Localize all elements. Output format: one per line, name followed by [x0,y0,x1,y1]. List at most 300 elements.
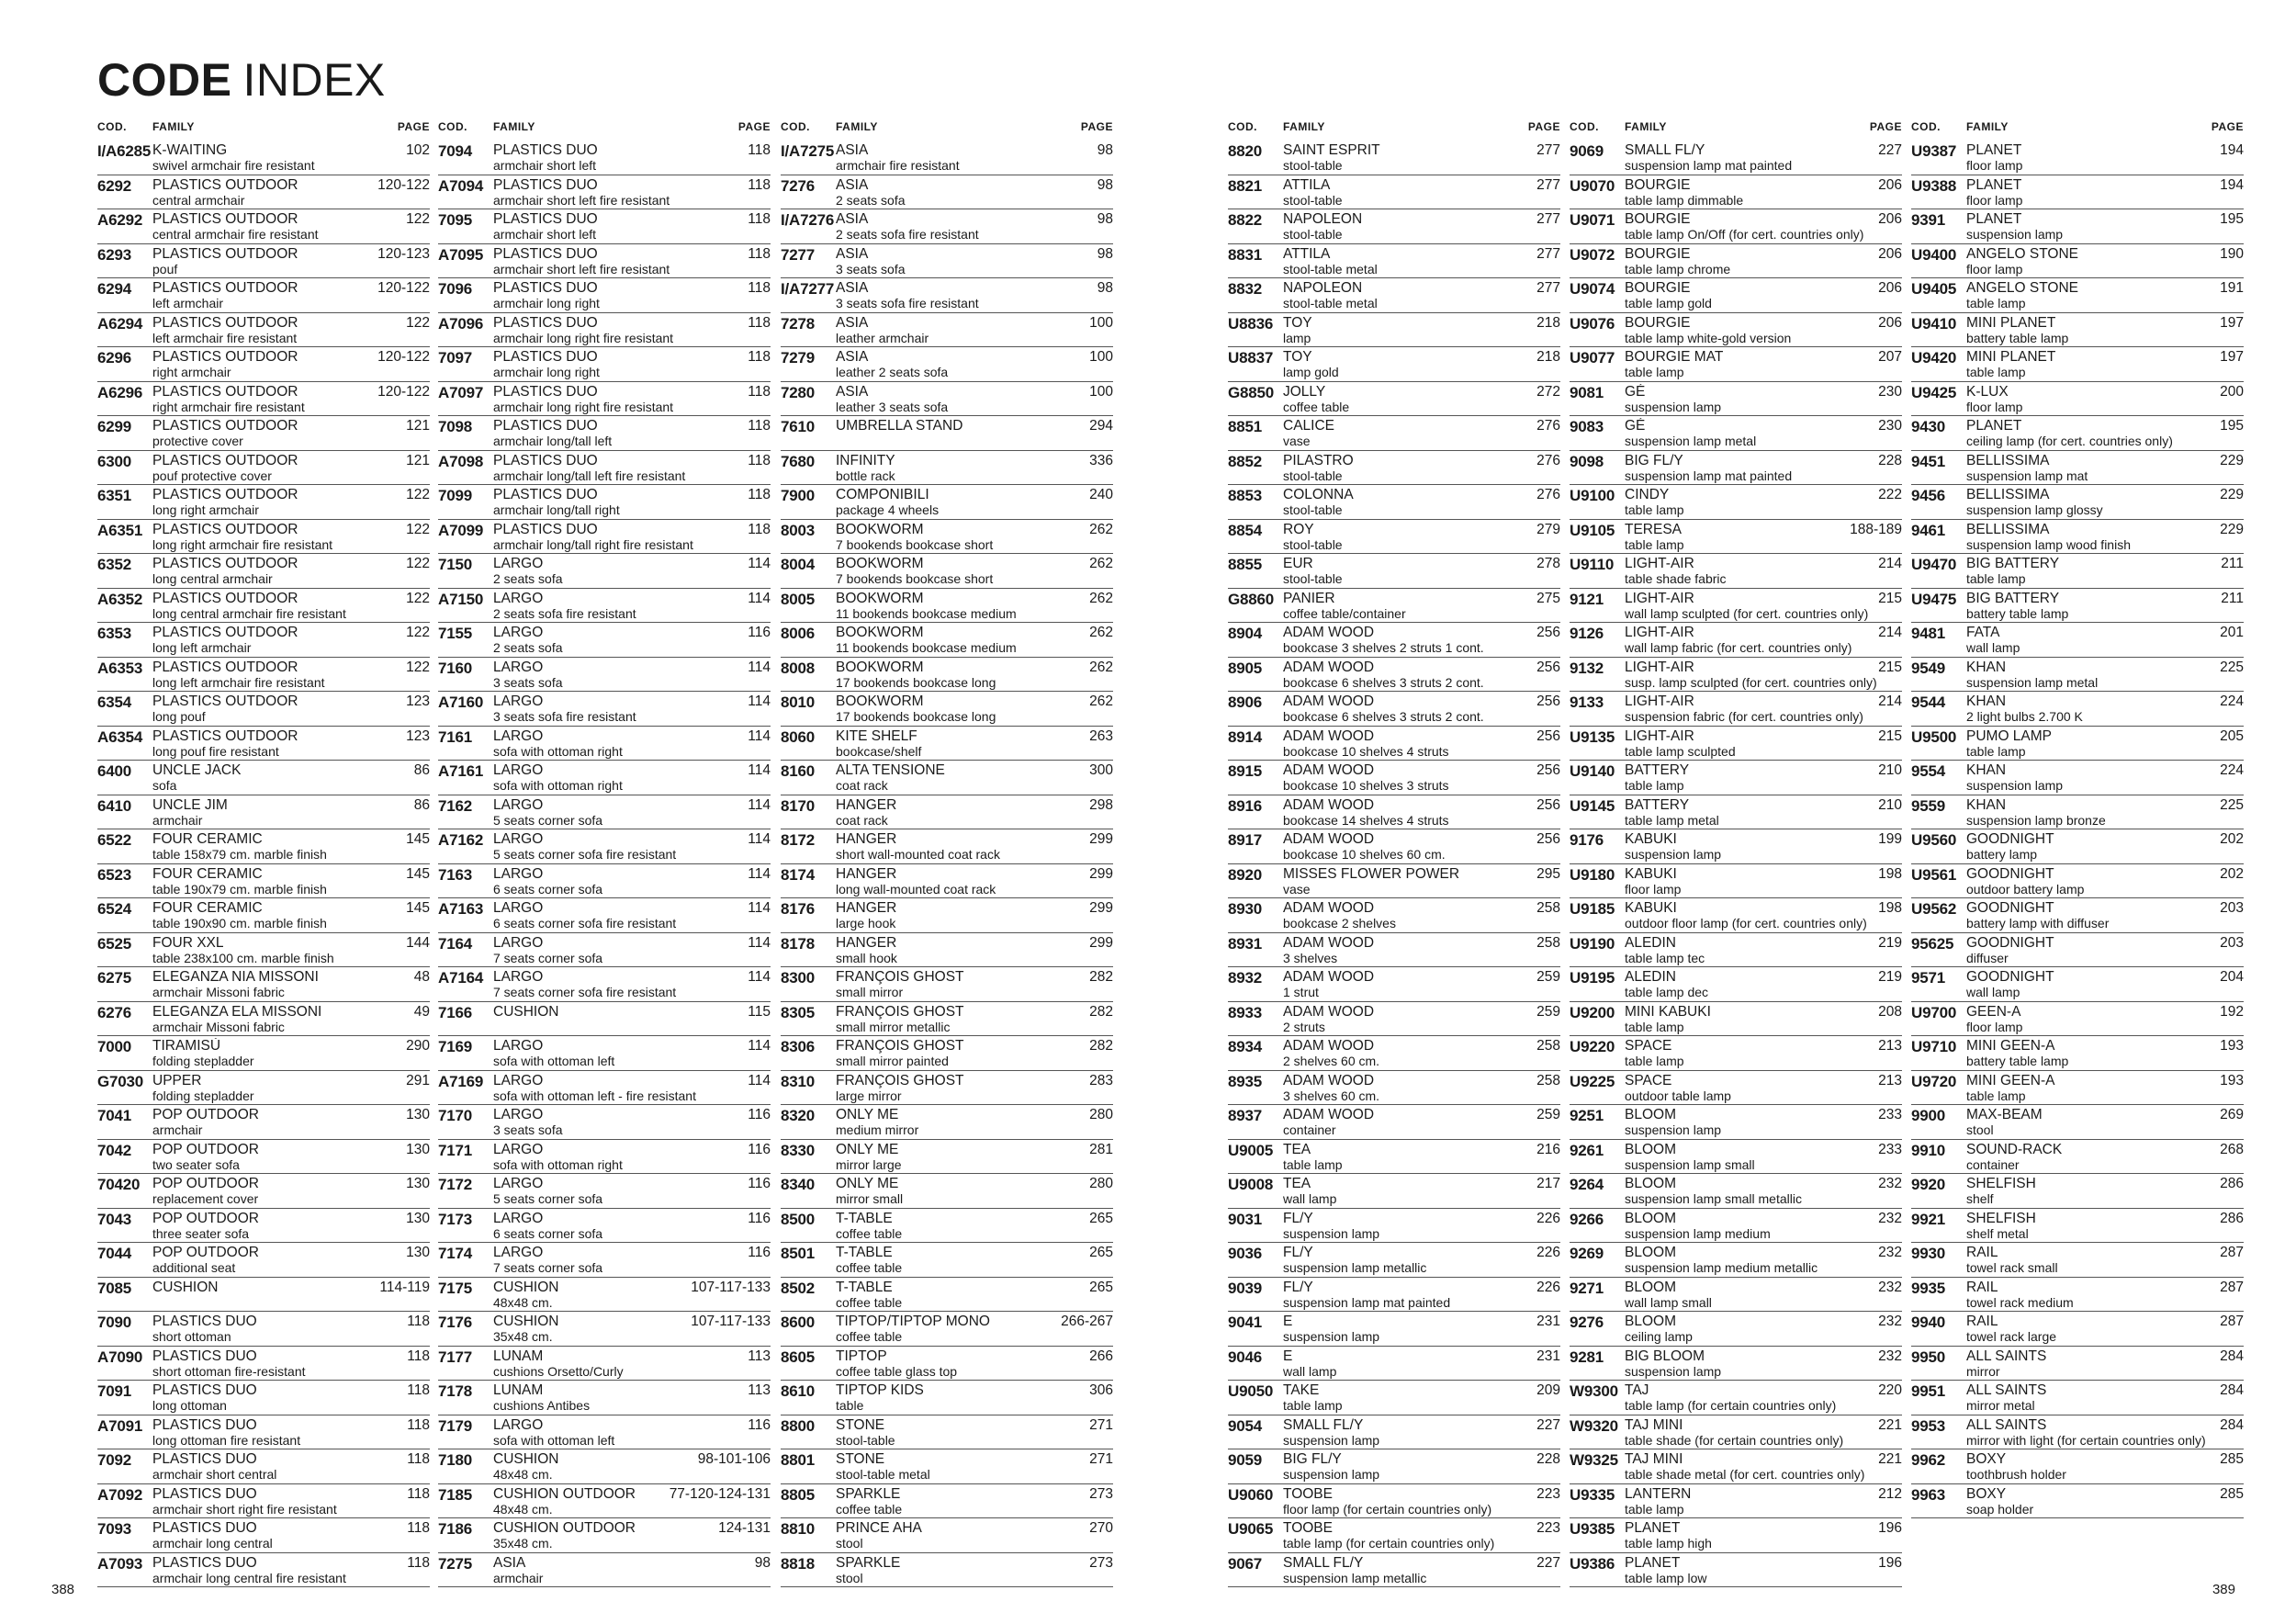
index-entry [781,623,1113,658]
entry-description: mirror with light (for certain countries only) [1966,1432,2206,1448]
entry-page: 118 [407,1451,430,1467]
entry-page: 213 [1878,1038,1902,1054]
entry-description: sofa with ottoman right [493,778,623,793]
entry-code: 7185 [438,1485,473,1504]
entry-description: table lamp [1625,1019,1684,1034]
entry-code: 8178 [781,934,816,953]
entry-family: MINI PLANET [1966,349,2056,365]
index-entry [781,1209,1113,1244]
entry-page: 114 [748,659,771,675]
entry-family: LUNAM [493,1382,544,1398]
entry-page: 98 [1097,245,1113,262]
entry-family: HANGER [836,900,897,916]
entry-family: PLANET [1625,1554,1681,1571]
entry-family: CALICE [1283,418,1334,434]
entry-page: 224 [2220,762,2244,778]
entry-page: 287 [2220,1314,2244,1329]
entry-family: LARGO [493,865,544,882]
index-entry [1570,1036,1902,1071]
entry-code: 7276 [781,176,816,195]
entry-code: 8820 [1228,142,1263,160]
index-entry [97,1278,430,1313]
entry-family: UPPER [152,1072,202,1088]
index-entry [1228,520,1560,555]
index-entry [1228,1347,1560,1382]
index-entry [1570,1071,1902,1106]
entry-code: 8810 [781,1520,816,1538]
entry-description: armchair long right [493,365,600,379]
entry-code: 7096 [438,280,473,298]
entry-page: 218 [1536,314,1560,331]
index-column-1 [97,120,430,1587]
entry-code: A7094 [438,176,484,195]
entry-description: coffee table [836,1329,903,1344]
entry-family: PLASTICS OUTDOOR [152,521,298,537]
entry-code: 8904 [1228,625,1263,642]
entry-family: GOODNIGHT [1966,934,2054,951]
entry-description: suspension lamp [1966,227,2064,242]
index-entry [781,485,1113,520]
entry-page: 206 [1878,211,1902,227]
entry-description: stool-table [1283,192,1343,208]
index-entry [1228,1278,1560,1313]
entry-code: 8060 [781,727,816,746]
entry-family: EUR [1283,556,1313,571]
entry-code: U9720 [1911,1072,1957,1090]
entry-description: shelf metal [1966,1225,2029,1241]
entry-code: 8801 [781,1451,816,1469]
index-entry [97,554,430,589]
entry-family: BOURGIE [1625,245,1691,262]
entry-description: wall lamp [1283,1363,1337,1379]
entry-page: 280 [1089,1176,1113,1191]
entry-description: table lamp (for certain countries only) [1283,1536,1495,1551]
entry-family: ADAM WOOD [1283,900,1375,916]
entry-family: ADAM WOOD [1283,796,1375,813]
index-entry [438,795,771,830]
index-entry [1228,933,1560,968]
entry-family: CUSHION [152,1279,219,1295]
index-entry [781,658,1113,693]
entry-description: stool-table [1283,571,1343,586]
entry-page: 256 [1536,659,1560,675]
index-entry [781,1243,1113,1278]
entry-family: BELLISSIMA [1966,452,2050,468]
entry-page: 214 [1878,556,1902,571]
index-entry [438,829,771,864]
entry-family: FOUR CERAMIC [152,831,263,847]
entry-page: 232 [1878,1245,1902,1260]
index-entry [1911,1071,2244,1106]
entry-description: towel rack medium [1966,1294,2074,1310]
entry-code: 7175 [438,1279,473,1297]
entry-code: A7095 [438,245,484,264]
entry-family: LARGO [493,590,544,606]
index-entry [1228,141,1560,175]
entry-description: table lamp [1966,571,2026,586]
entry-page: 114 [748,762,771,778]
entry-family: BOOKWORM [836,556,924,571]
entry-family: ALL SAINTS [1966,1348,2047,1364]
index-entry [1228,1174,1560,1209]
index-entry [1911,175,2244,210]
entry-description: 11 bookends bookcase medium [836,640,1017,655]
entry-family: POP OUTDOOR [152,1107,259,1122]
index-entry [1570,727,1902,761]
entry-page: 118 [748,521,771,537]
entry-description: suspension lamp glossy [1966,502,2103,517]
entry-page: 276 [1536,487,1560,502]
index-entry [438,1105,771,1140]
entry-page: 256 [1536,796,1560,813]
index-entry [1570,209,1902,244]
entry-description: table lamp chrome [1625,261,1731,276]
entry-description: table lamp dimmable [1625,192,1744,208]
entry-family: LARGO [493,969,544,985]
entry-description: long ottoman [152,1398,227,1413]
entry-code: 9544 [1911,694,1946,711]
index-entry [1228,1415,1560,1450]
entry-code: 6299 [97,418,132,435]
entry-family: PLASTICS DUO [152,1554,257,1571]
entry-code: U9335 [1570,1485,1615,1504]
entry-code: 7099 [438,487,473,504]
index-entry [1228,1140,1560,1175]
entry-family: PLASTICS DUO [152,1451,257,1467]
entry-code: U9180 [1570,865,1615,884]
entry-page: 115 [748,1003,771,1020]
index-entry [1228,278,1560,313]
index-entry [438,1036,771,1071]
entry-description: 7 bookends bookcase short [836,536,994,552]
entry-family: LARGO [493,900,544,916]
index-entry [97,589,430,624]
entry-code: 9251 [1570,1107,1604,1124]
index-entry [781,347,1113,382]
entry-family: LARGO [493,1416,544,1433]
entry-page: 118 [748,211,771,227]
entry-code: 9176 [1570,831,1604,849]
index-entry [97,416,430,451]
entry-code: 7155 [438,625,473,642]
entry-family: BIG FL/Y [1283,1451,1342,1467]
entry-family: ONLY ME [836,1141,899,1157]
entry-page: 130 [406,1176,430,1191]
entry-page: 285 [2220,1451,2244,1467]
index-entry [781,1312,1113,1347]
index-entry [438,1347,771,1382]
entry-page: 214 [1878,694,1902,709]
entry-code: U9076 [1570,314,1615,333]
entry-code: U9200 [1570,1003,1615,1021]
entry-code: 9900 [1911,1107,1946,1124]
entry-page: 211 [2221,556,2244,571]
entry-code: 6410 [97,796,132,815]
entry-family: ADAM WOOD [1283,727,1375,744]
entry-code: U9071 [1570,211,1615,229]
entry-page: 118 [407,1348,430,1364]
index-entry [781,1036,1113,1071]
entry-code: U9470 [1911,556,1957,573]
entry-description: bookcase 2 shelves [1283,916,1396,930]
entry-page: 217 [1536,1176,1560,1191]
entry-page: 208 [1878,1003,1902,1020]
entry-code: U9005 [1228,1141,1274,1159]
entry-description: suspension lamp wood finish [1966,536,2131,552]
entry-code: 8851 [1228,418,1263,435]
entry-family: T-TABLE [836,1245,893,1260]
entry-page: 98 [1097,280,1113,296]
entry-family: PLASTICS OUTDOOR [152,556,298,571]
entry-family: ASIA [836,349,869,365]
index-entry [1911,795,2244,830]
entry-description: battery table lamp [1966,1054,2069,1068]
entry-page: 130 [406,1210,430,1226]
entry-page: 300 [1089,762,1113,778]
entry-family: TERESA [1625,521,1683,537]
entry-description: stool-table [1283,536,1343,552]
entry-description: 2 seats sofa [493,571,563,586]
entry-page: 218 [1536,349,1560,365]
entry-code: G7030 [97,1072,144,1090]
entry-page: 225 [2220,659,2244,675]
entry-family: ADAM WOOD [1283,625,1375,640]
index-entry [1228,795,1560,830]
index-entry [1228,485,1560,520]
entry-family: PLASTICS DUO [493,280,598,296]
entry-code: U9560 [1911,831,1957,849]
entry-family: ASIA [836,280,869,296]
entry-page: 226 [1536,1210,1560,1226]
entry-family: SPACE [1625,1072,1672,1088]
entry-page: 107-117-133 [691,1279,771,1295]
index-entry [97,1105,430,1140]
index-entry [1570,761,1902,795]
entry-family: SPARKLE [836,1554,901,1571]
entry-description: suspension lamp [1283,1467,1380,1482]
entry-page: 120-122 [377,176,430,193]
entry-description: 11 bookends bookcase medium [836,605,1017,621]
index-column-5 [1570,120,1902,1587]
entry-code: 7094 [438,142,473,160]
entry-family: T-TABLE [836,1210,893,1226]
index-entry [438,1071,771,1106]
entry-description: armchair long central fire resistant [152,1570,346,1585]
entry-family: BLOOM [1625,1141,1676,1157]
entry-family: ASIA [836,383,869,400]
index-entry [97,933,430,968]
index-entry [1228,347,1560,382]
entry-code: U9135 [1570,727,1615,746]
index-entry [97,1518,430,1553]
entry-page: 114 [748,900,771,916]
entry-family: TAJ [1625,1382,1649,1398]
entry-family: ASIA [836,314,869,331]
entry-page: 286 [2220,1176,2244,1191]
entry-code: 8174 [781,865,816,884]
entry-description: short ottoman [152,1329,231,1344]
entry-description: suspension lamp metal [1966,674,2099,690]
entry-family: JOLLY [1283,383,1326,400]
entry-code: 8006 [781,625,816,642]
entry-description: container [1283,1122,1336,1137]
entry-page: 285 [2220,1485,2244,1502]
entry-description: battery table lamp [1966,330,2069,345]
entry-code: 9054 [1228,1416,1263,1435]
index-entry [1570,1278,1902,1313]
entry-page: 86 [413,762,430,778]
entry-family: BLOOM [1625,1176,1676,1191]
entry-description: 3 seats sofa [493,674,563,690]
entry-code: A7090 [97,1348,143,1366]
entry-page: 113 [748,1348,771,1364]
entry-family: GOODNIGHT [1966,831,2054,847]
entry-family: MAX-BEAM [1966,1107,2043,1122]
entry-family: RAIL [1966,1279,1998,1295]
entry-page: 114 [748,865,771,882]
entry-code: U9077 [1570,349,1615,367]
entry-family: TIRAMISÙ [152,1038,221,1054]
index-entry [1570,382,1902,417]
entry-code: U8836 [1228,314,1274,333]
index-entry [1570,1415,1902,1450]
entry-description: armchair long/tall left fire resistant [493,468,686,483]
entry-description: small mirror painted [836,1054,949,1068]
index-entry [97,967,430,1002]
entry-page: 98 [1097,176,1113,193]
entry-description: ceiling lamp (for cert. countries only) [1966,434,2173,448]
index-entry [1570,554,1902,589]
entry-family: ONLY ME [836,1107,899,1122]
entry-code: 9031 [1228,1210,1263,1228]
entry-description: stool-table metal [1283,261,1378,276]
entry-code: 8915 [1228,762,1263,780]
entry-family: GÉ [1625,418,1646,434]
index-entry [438,898,771,933]
entry-code: A7097 [438,383,484,401]
entry-description: 2 seats sofa [493,640,563,655]
index-column-3 [781,120,1113,1587]
entry-page: 268 [2220,1141,2244,1157]
entry-description: stool-table [1283,468,1343,483]
entry-description: table lamp (for certain countries only) [1625,1398,1837,1413]
header-family: FAMILY [1625,120,1667,133]
entry-description: leather armchair [836,330,929,345]
entry-code: 8170 [781,796,816,815]
entry-code: U9195 [1570,969,1615,987]
entry-family: POP OUTDOOR [152,1210,259,1226]
entry-code: 9910 [1911,1141,1946,1159]
index-entry [97,1209,430,1244]
index-entry [1570,1209,1902,1244]
entry-code: 9059 [1228,1451,1263,1469]
index-entry [781,278,1113,313]
entry-page: 270 [1089,1520,1113,1536]
entry-code: 9935 [1911,1279,1946,1297]
entry-page: 223 [1536,1520,1560,1536]
entry-family: MINI GEEN-A [1966,1072,2055,1088]
index-entry [438,1243,771,1278]
header-family: FAMILY [1966,120,2009,133]
entry-code: U9710 [1911,1038,1957,1055]
entry-page: 216 [1536,1141,1560,1157]
index-entry [1911,520,2244,555]
entry-family: LANTERN [1625,1485,1692,1502]
entry-description: small mirror metallic [836,1019,951,1034]
index-entry [1911,313,2244,348]
entry-description: bookcase 10 shelves 60 cm. [1283,847,1446,862]
index-entry [438,1312,771,1347]
entry-page: 232 [1878,1279,1902,1295]
entry-page: 114 [748,694,771,709]
entry-family: FATA [1966,625,2000,640]
entry-page: 277 [1536,176,1560,193]
entry-description: armchair long/tall right fire resistant [493,536,693,552]
entry-code: 7180 [438,1451,473,1469]
entry-page: 284 [2220,1382,2244,1398]
entry-family: BLOOM [1625,1279,1676,1295]
entry-page: 114 [748,796,771,813]
index-entry [1911,1174,2244,1209]
entry-code: 7169 [438,1038,473,1055]
entry-page: 204 [2220,969,2244,985]
entry-family: RAIL [1966,1245,1998,1260]
entry-code: 9264 [1570,1176,1604,1193]
entry-code: 8935 [1228,1072,1263,1090]
entry-family: KABUKI [1625,831,1677,847]
index-entry [438,692,771,727]
entry-code: 9953 [1911,1416,1946,1435]
entry-code: 8932 [1228,969,1263,987]
entry-description: cushions Orsetto/Curly [493,1363,624,1379]
entry-page: 210 [1878,762,1902,778]
index-entry [438,554,771,589]
index-entry [97,209,430,244]
entry-description: battery lamp [1966,847,2038,862]
entry-description: 5 seats corner sofa [493,1191,603,1206]
entry-page: 98 [1097,142,1113,158]
entry-description: table shade metal (for cert. countries only) [1625,1467,1865,1482]
index-entry [781,1415,1113,1450]
entry-description: armchair [493,1570,544,1585]
entry-description: leather 3 seats sofa [836,399,949,414]
entry-description: stool [836,1536,863,1551]
entry-family: PLASTICS OUTDOOR [152,727,298,744]
entry-code: U9065 [1228,1520,1274,1538]
entry-description: long left armchair fire resistant [152,674,325,690]
index-entry [1228,313,1560,348]
index-entry [97,1036,430,1071]
entry-code: U9385 [1570,1520,1615,1538]
entry-family: CUSHION OUTDOOR [493,1485,636,1502]
entry-page: 118 [748,452,771,468]
index-entry [438,933,771,968]
entry-family: LARGO [493,556,544,571]
index-entry [1228,209,1560,244]
index-entry [1911,898,2244,933]
entry-code: 7610 [781,418,816,435]
entry-description: armchair short left fire resistant [493,192,670,208]
entry-family: PLASTICS OUTDOOR [152,280,298,296]
entry-code: 6400 [97,762,132,780]
index-entry [1570,485,1902,520]
entry-page: 102 [406,142,430,158]
entry-page: 118 [748,280,771,296]
entry-code: 8330 [781,1141,816,1159]
entry-description: sofa with ottoman right [493,1156,623,1172]
entry-family: PLASTICS OUTDOOR [152,245,298,262]
index-entry [438,727,771,761]
